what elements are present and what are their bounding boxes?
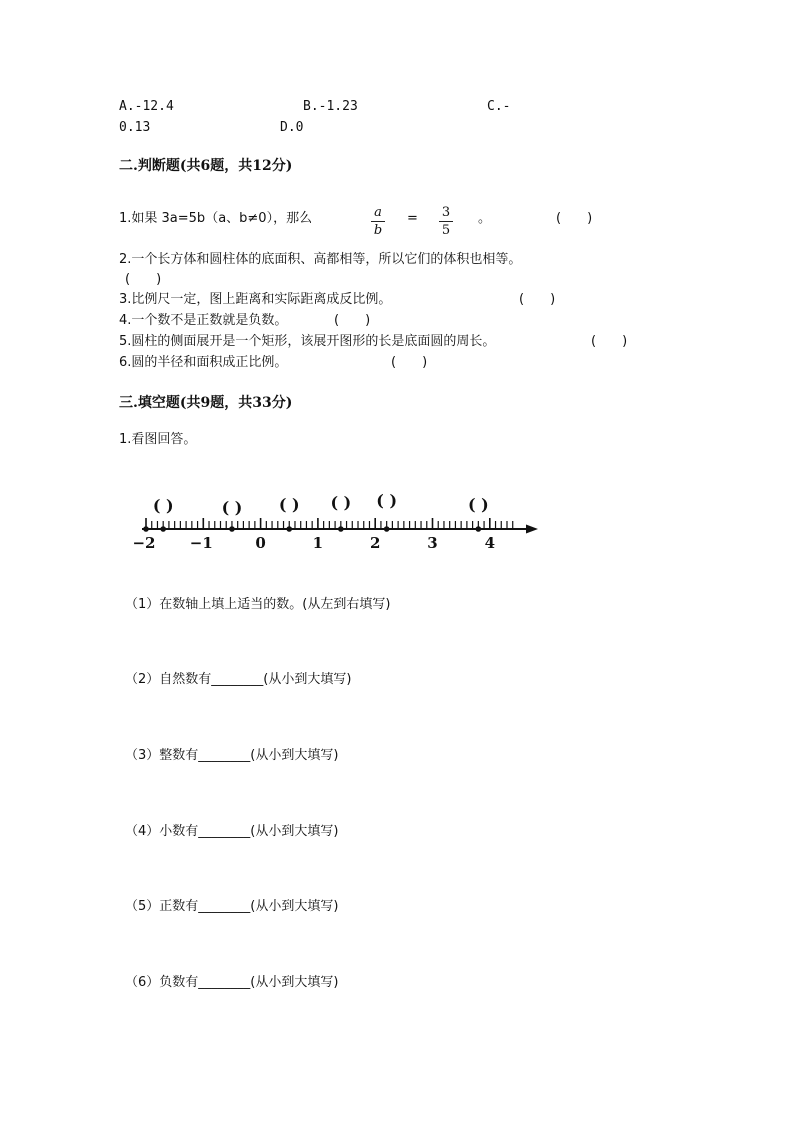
- answer-parentheses[interactable]: ( ): [519, 292, 556, 307]
- answer-parentheses[interactable]: ( ): [334, 313, 371, 328]
- answer-parentheses[interactable]: ( ): [125, 272, 162, 287]
- tick-label: 2: [369, 534, 381, 552]
- marked-point: [229, 526, 235, 532]
- question-text: 6.圆的半径和面积成正比例。: [119, 355, 288, 370]
- question-text: 1.如果 3a=5b（a、b≠0），那么: [119, 211, 313, 226]
- period: 。: [478, 211, 492, 226]
- tick-label: 1: [312, 534, 324, 552]
- section-heading-fill-blank: 三.填空题(共9题，共33分): [119, 395, 293, 411]
- question-text: 5.圆柱的侧面展开是一个矩形，该展开图形的长是底面圆的周长。: [119, 334, 496, 349]
- subquestion[interactable]: （5）正数有________(从小到大填写): [125, 899, 339, 914]
- number-line-arrow-icon: [526, 525, 538, 534]
- answer-parentheses[interactable]: ( ): [376, 491, 398, 510]
- option-b: B.-1.23: [303, 99, 358, 114]
- tick-label: −2: [132, 534, 156, 552]
- marked-point: [338, 526, 344, 532]
- fraction-numerator: a: [374, 205, 382, 220]
- answer-parentheses[interactable]: ( ): [467, 495, 489, 514]
- subquestion[interactable]: （6）负数有________(从小到大填写): [125, 975, 339, 990]
- question-text: 4.一个数不是正数就是负数。: [119, 313, 288, 328]
- subquestion: （1）在数轴上填上适当的数。(从左到右填写): [125, 597, 391, 612]
- question-title: 1.看图回答。: [119, 432, 197, 447]
- marked-point: [286, 526, 292, 532]
- tick-label: 0: [255, 534, 266, 552]
- number-line-figure: [120, 485, 550, 555]
- option-c: C.-: [487, 99, 511, 114]
- marked-point: [160, 526, 166, 532]
- section-heading-judgement: 二.判断题(共6题，共12分): [119, 158, 293, 174]
- tick-label: 3: [427, 534, 438, 552]
- tick-label: 4: [484, 534, 496, 552]
- tick-label: −1: [189, 534, 213, 552]
- answer-parentheses[interactable]: ( ): [278, 495, 300, 514]
- marked-point: [476, 526, 482, 532]
- subquestion[interactable]: （2）自然数有________(从小到大填写): [125, 672, 352, 687]
- fraction-denominator: 5: [441, 223, 451, 238]
- option-a: A.-12.4: [119, 99, 174, 114]
- option-d: D.0: [280, 120, 304, 135]
- equals-sign: =: [407, 211, 418, 226]
- answer-parentheses[interactable]: ( ): [391, 355, 428, 370]
- answer-parentheses[interactable]: ( ): [591, 334, 628, 349]
- question-text: 2.一个长方体和圆柱体的底面积、高都相等，所以它们的体积也相等。: [119, 252, 522, 267]
- answer-parentheses[interactable]: ( ): [152, 496, 174, 515]
- answer-parentheses[interactable]: ( ): [221, 498, 243, 517]
- answer-parentheses[interactable]: ( ): [556, 211, 593, 226]
- fraction-a-over-b: [371, 205, 385, 238]
- question-text: 3.比例尺一定，图上距离和实际距离成反比例。: [119, 292, 392, 307]
- fraction-three-fifths: [439, 205, 453, 238]
- origin-point: [143, 526, 149, 532]
- subquestion[interactable]: （4）小数有________(从小到大填写): [125, 824, 339, 839]
- fraction-denominator: b: [373, 223, 383, 238]
- option-c-continued: 0.13: [119, 120, 151, 135]
- subquestion[interactable]: （3）整数有________(从小到大填写): [125, 748, 339, 763]
- marked-point: [384, 526, 390, 532]
- answer-parentheses[interactable]: ( ): [330, 493, 352, 512]
- fraction-numerator: 3: [441, 205, 451, 220]
